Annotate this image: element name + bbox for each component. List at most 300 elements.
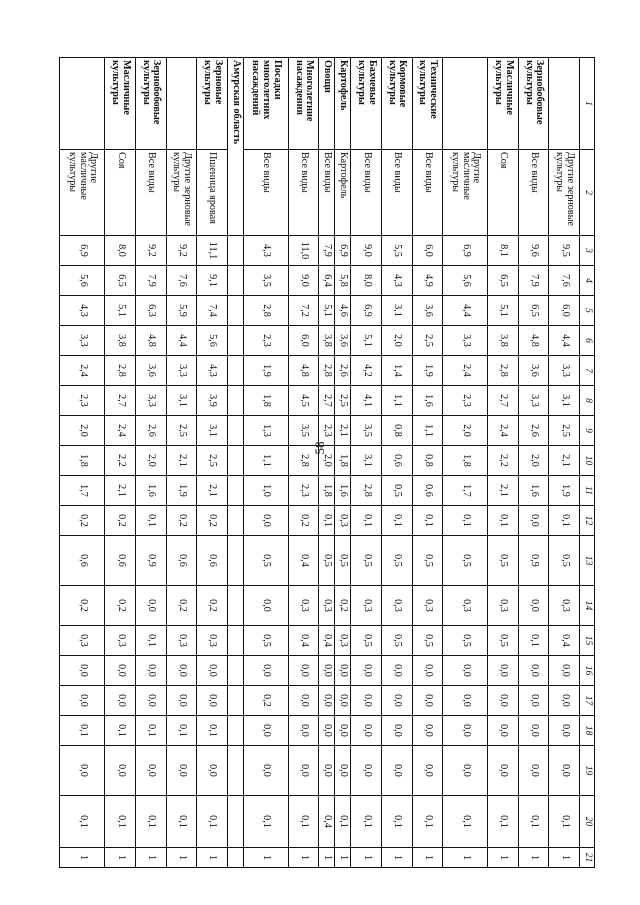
value-cell: 7,2 [288,296,319,326]
value-cell: 0,2 [288,506,319,536]
value-cell: 0,5 [412,626,443,656]
value-cell: 6,0 [549,296,580,326]
value-cell: 0,0 [351,656,382,686]
value-cell: 4,8 [135,326,166,356]
value-cell: 1,4 [381,356,412,386]
value-cell: 0,4 [288,626,319,656]
value-cell: 0,1 [288,796,319,848]
value-cell: 2,1 [197,476,228,506]
value-cell: 0,3 [412,586,443,626]
value-cell: 2,5 [197,446,228,476]
value-cell: 5,1 [351,326,382,356]
value-cell: 0,0 [518,686,549,716]
crop-group-cell: Технические культуры [412,58,443,150]
value-cell: 0,1 [243,796,288,848]
column-number-cell: 9 [580,416,595,446]
value-cell: 1 [319,848,335,868]
value-cell: 3,6 [518,356,549,386]
value-cell: 3,1 [351,446,382,476]
column-number-cell: 5 [580,296,595,326]
value-cell: 0,8 [381,416,412,446]
value-cell: 0,3 [488,586,519,626]
value-cell: 1,0 [243,476,288,506]
value-cell: 6,3 [135,296,166,326]
data-table [59,57,595,868]
value-cell: 9,1 [197,266,228,296]
value-cell: 1,8 [60,446,105,476]
value-cell: 1,6 [335,476,351,506]
table-row [60,58,105,868]
value-cell: 0,0 [319,746,335,796]
value-cell: 6,9 [443,236,488,266]
value-cell: 0,0 [166,686,197,716]
value-cell: 0,2 [197,506,228,536]
value-cell: 0,5 [381,476,412,506]
value-cell: 0,1 [105,796,136,848]
value-cell: 1 [518,848,549,868]
crop-type-cell: Картофель [335,150,351,236]
value-cell: 0,5 [351,626,382,656]
empty-cell [227,266,243,296]
value-cell: 0,2 [105,586,136,626]
value-cell: 2,0 [60,416,105,446]
value-cell: 0,5 [351,536,382,586]
value-cell: 0,1 [412,506,443,536]
value-cell: 0,5 [319,536,335,586]
value-cell: 5,6 [197,326,228,356]
crop-group-cell: Кормовые культуры [381,58,412,150]
crop-group-cell: Масличные культуры [105,58,136,150]
column-number-cell: 12 [580,506,595,536]
crop-type-cell: Все виды [381,150,412,236]
value-cell: 0,0 [288,656,319,686]
crop-type-cell: Все виды [351,150,382,236]
value-cell: 0,6 [381,446,412,476]
empty-cell [227,476,243,506]
crop-group-cell [60,58,105,150]
value-cell: 0,1 [488,796,519,848]
value-cell: 5,6 [443,266,488,296]
value-cell: 0,6 [105,536,136,586]
value-cell: 2,1 [335,416,351,446]
value-cell: 0,2 [166,506,197,536]
value-cell: 3,3 [60,326,105,356]
value-cell: 0,1 [443,796,488,848]
value-cell: 0,0 [60,746,105,796]
value-cell: 0,1 [351,796,382,848]
value-cell: 2,8 [288,446,319,476]
value-cell: 5,6 [60,266,105,296]
crop-group-cell: Многолетние насаждения [288,58,319,150]
value-cell: 0,0 [412,686,443,716]
value-cell: 2,3 [319,416,335,446]
value-cell: 0,1 [135,506,166,536]
crop-type-cell: Другие зерновые культуры [549,150,580,236]
value-cell: 4,6 [335,296,351,326]
value-cell: 0,1 [60,716,105,746]
value-cell: 0,3 [166,626,197,656]
crop-type-cell: Все виды [518,150,549,236]
value-cell: 2,3 [288,476,319,506]
value-cell: 0,0 [381,746,412,796]
value-cell: 0,0 [443,686,488,716]
crop-type-cell: Все виды [319,150,335,236]
value-cell: 0,0 [412,746,443,796]
crop-group-cell: Зернобобовые культуры [518,58,549,150]
value-cell: 0,5 [443,626,488,656]
value-cell: 0,0 [549,746,580,796]
value-cell: 2,0 [319,446,335,476]
value-cell: 0,0 [412,656,443,686]
value-cell: 1,9 [549,476,580,506]
value-cell: 0,9 [518,536,549,586]
value-cell: 1,8 [335,446,351,476]
value-cell: 3,5 [243,266,288,296]
value-cell: 4,8 [518,326,549,356]
value-cell: 0,1 [166,796,197,848]
value-cell: 3,1 [549,386,580,416]
region-row [227,58,243,868]
value-cell: 0,6 [197,536,228,586]
value-cell: 9,0 [288,266,319,296]
value-cell: 0,0 [135,746,166,796]
value-cell: 1,1 [243,446,288,476]
value-cell: 0,0 [518,716,549,746]
value-cell: 0,0 [335,656,351,686]
value-cell: 0,0 [166,656,197,686]
value-cell: 2,6 [335,356,351,386]
value-cell: 0,0 [335,746,351,796]
value-cell: 0,1 [335,796,351,848]
value-cell: 0,0 [549,716,580,746]
value-cell: 1,1 [412,416,443,446]
value-cell: 1,6 [135,476,166,506]
column-number-cell: 4 [580,266,595,296]
value-cell: 1,7 [60,476,105,506]
empty-cell [227,536,243,586]
value-cell: 7,6 [549,266,580,296]
value-cell: 6,0 [288,326,319,356]
column-number-cell: 21 [580,848,595,868]
crop-group-cell: Зернобобовые культуры [135,58,166,150]
value-cell: 1,9 [412,356,443,386]
value-cell: 0,4 [288,536,319,586]
crop-group-cell [166,58,197,150]
value-cell: 0,0 [351,746,382,796]
value-cell: 3,8 [319,326,335,356]
crop-group-cell: Овощи [319,58,335,150]
value-cell: 1 [288,848,319,868]
value-cell: 0,0 [518,656,549,686]
value-cell: 0,2 [105,506,136,536]
value-cell: 11,0 [288,236,319,266]
table-row [518,58,549,868]
crop-group-cell: Посадки многолетних насаждений [243,58,288,150]
value-cell: 0,5 [335,536,351,586]
value-cell: 2,1 [166,446,197,476]
value-cell: 2,5 [549,416,580,446]
value-cell: 0,6 [166,536,197,586]
value-cell: 2,0 [443,416,488,446]
value-cell: 4,2 [351,356,382,386]
empty-cell [227,796,243,848]
empty-cell [227,386,243,416]
column-number-cell: 10 [580,446,595,476]
value-cell: 9,5 [549,236,580,266]
value-cell: 0,0 [518,746,549,796]
value-cell: 2,8 [105,356,136,386]
value-cell: 6,5 [488,266,519,296]
value-cell: 4,3 [381,266,412,296]
value-cell: 0,1 [351,506,382,536]
value-cell: 8,0 [105,236,136,266]
value-cell: 0,0 [243,746,288,796]
value-cell: 0,1 [412,796,443,848]
crop-group-cell: Зерновые культуры [197,58,228,150]
value-cell: 0,5 [243,536,288,586]
table-row [351,58,382,868]
value-cell: 3,1 [381,296,412,326]
value-cell: 0,1 [135,716,166,746]
value-cell: 3,3 [443,326,488,356]
empty-cell [227,716,243,746]
value-cell: 3,1 [197,416,228,446]
value-cell: 1 [549,848,580,868]
column-number-cell: 18 [580,716,595,746]
value-cell: 0,1 [135,796,166,848]
value-cell: 0,0 [518,506,549,536]
value-cell: 0,1 [319,506,335,536]
value-cell: 0,3 [197,626,228,656]
value-cell: 6,5 [105,266,136,296]
value-cell: 0,0 [549,686,580,716]
crop-type-cell: Соя [105,150,136,236]
value-cell: 2,6 [135,416,166,446]
value-cell: 2,8 [319,356,335,386]
value-cell: 11,1 [197,236,228,266]
crop-group-cell: Масличные культуры [488,58,519,150]
value-cell: 1 [60,848,105,868]
value-cell: 0,1 [135,626,166,656]
value-cell: 0,0 [351,716,382,746]
value-cell: 1,8 [319,476,335,506]
value-cell: 0,5 [243,626,288,656]
value-cell: 5,9 [166,296,197,326]
crop-type-cell: Другие масличные культуры [60,150,105,236]
value-cell: 0,3 [105,626,136,656]
crop-type-cell: Все виды [412,150,443,236]
value-cell: 9,2 [166,236,197,266]
value-cell: 0,3 [381,586,412,626]
crop-type-cell: Все виды [135,150,166,236]
column-number-cell: 1 [580,58,595,150]
value-cell: 6,4 [319,266,335,296]
value-cell: 9,6 [518,236,549,266]
crop-group-cell [443,58,488,150]
value-cell: 0,0 [288,716,319,746]
value-cell: 0,4 [319,626,335,656]
value-cell: 0,0 [60,686,105,716]
value-cell: 0,0 [335,716,351,746]
value-cell: 1 [412,848,443,868]
value-cell: 7,9 [518,266,549,296]
value-cell: 0,5 [488,626,519,656]
value-cell: 1 [335,848,351,868]
value-cell: 1,8 [443,446,488,476]
value-cell: 7,9 [319,236,335,266]
value-cell: 6,9 [335,236,351,266]
table-row [135,58,166,868]
empty-cell [227,326,243,356]
table-row [549,58,580,868]
value-cell: 0,6 [60,536,105,586]
column-number-cell: 13 [580,536,595,586]
value-cell: 2,2 [105,446,136,476]
column-number-cell: 11 [580,476,595,506]
crop-type-cell: Все виды [243,150,288,236]
column-number-cell: 15 [580,626,595,656]
value-cell: 1 [105,848,136,868]
empty-cell [227,746,243,796]
column-number-cell: 2 [580,150,595,236]
value-cell: 0,3 [335,626,351,656]
value-cell: 0,0 [443,746,488,796]
value-cell: 6,0 [412,236,443,266]
table-row [105,58,136,868]
value-cell: 3,3 [166,356,197,386]
value-cell: 0,0 [243,716,288,746]
value-cell: 0,0 [381,716,412,746]
value-cell: 1 [351,848,382,868]
value-cell: 0,5 [412,536,443,586]
value-cell: 6,9 [60,236,105,266]
empty-cell [227,656,243,686]
value-cell: 0,1 [381,796,412,848]
value-cell: 0,0 [443,656,488,686]
value-cell: 0,8 [412,446,443,476]
value-cell: 2,4 [60,356,105,386]
value-cell: 3,6 [412,296,443,326]
value-cell: 0,1 [549,796,580,848]
crop-type-cell: Пшеница яровая [197,150,228,236]
value-cell: 2,8 [243,296,288,326]
value-cell: 0,3 [335,506,351,536]
value-cell: 4,3 [197,356,228,386]
value-cell: 0,5 [549,536,580,586]
value-cell: 5,8 [335,266,351,296]
value-cell: 1,3 [243,416,288,446]
value-cell: 0,0 [105,686,136,716]
value-cell: 4,8 [288,356,319,386]
value-cell: 0,1 [105,716,136,746]
empty-cell [227,686,243,716]
value-cell: 6,9 [351,296,382,326]
value-cell: 0,0 [197,656,228,686]
value-cell: 0,3 [319,586,335,626]
value-cell: 0,5 [488,536,519,586]
column-number-cell: 17 [580,686,595,716]
value-cell: 2,1 [105,476,136,506]
empty-cell [227,296,243,326]
value-cell: 0,5 [381,626,412,656]
value-cell: 0,4 [319,796,335,848]
value-cell: 0,0 [105,746,136,796]
table-row [488,58,519,868]
value-cell: 0,0 [488,656,519,686]
value-cell: 9,2 [135,236,166,266]
value-cell: 2,3 [60,386,105,416]
value-cell: 0,0 [351,686,382,716]
column-number-cell: 7 [580,356,595,386]
value-cell: 0,5 [443,536,488,586]
value-cell: 0,0 [105,656,136,686]
value-cell: 5,5 [381,236,412,266]
value-cell: 1 [135,848,166,868]
column-number-cell: 20 [580,796,595,848]
value-cell: 0,3 [288,586,319,626]
column-number-cell: 19 [580,746,595,796]
value-cell: 3,1 [166,386,197,416]
empty-cell [227,586,243,626]
value-cell: 0,1 [381,506,412,536]
crop-type-cell: Другие зерновые культуры [166,150,197,236]
crop-type-cell: Другие масличные культуры [443,150,488,236]
value-cell: 1,1 [381,386,412,416]
value-cell: 3,5 [351,416,382,446]
value-cell: 0,0 [135,586,166,626]
value-cell: 2,3 [243,326,288,356]
value-cell: 0,0 [135,656,166,686]
value-cell: 0,0 [319,656,335,686]
value-cell: 9,0 [351,236,382,266]
table-row [443,58,488,868]
value-cell: 0,0 [60,656,105,686]
value-cell: 0,0 [319,686,335,716]
value-cell: 0,4 [549,626,580,656]
region-title: Амурская область [227,58,243,236]
value-cell: 7,4 [197,296,228,326]
value-cell: 1 [166,848,197,868]
header-row [580,58,595,868]
value-cell: 0,2 [243,686,288,716]
value-cell: 0,0 [381,656,412,686]
value-cell: 0,9 [135,536,166,586]
value-cell: 7,9 [135,266,166,296]
value-cell: 0,0 [335,686,351,716]
value-cell: 2,7 [488,386,519,416]
value-cell: 0,5 [381,536,412,586]
value-cell: 3,9 [197,386,228,416]
value-cell: 1 [243,848,288,868]
column-number-cell: 8 [580,386,595,416]
value-cell: 0,3 [549,586,580,626]
value-cell: 2,6 [518,416,549,446]
value-cell: 2,5 [412,326,443,356]
empty-cell [227,626,243,656]
value-cell: 3,3 [549,356,580,386]
value-cell: 0,3 [351,586,382,626]
value-cell: 0,0 [488,716,519,746]
value-cell: 0,2 [60,586,105,626]
value-cell: 4,3 [243,236,288,266]
value-cell: 1,9 [243,356,288,386]
value-cell: 4,4 [443,296,488,326]
column-number-cell: 3 [580,236,595,266]
column-number-cell: 14 [580,586,595,626]
value-cell: 5,1 [105,296,136,326]
value-cell: 0,0 [243,586,288,626]
value-cell: 0,1 [518,796,549,848]
